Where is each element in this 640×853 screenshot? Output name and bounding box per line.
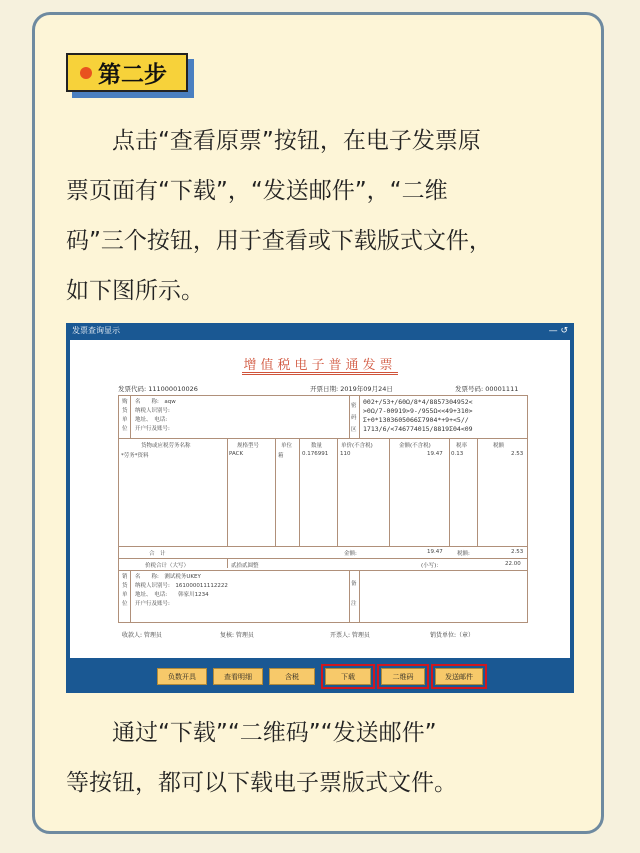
drawer: 开票人: 管理员 xyxy=(330,632,370,639)
window-controls[interactable]: — ↺ xyxy=(548,326,568,336)
window-titlebar xyxy=(66,323,574,339)
column-header: 数量 xyxy=(311,443,323,449)
outro-paragraph xyxy=(66,708,586,808)
qr-code-button[interactable]: 二维码 xyxy=(381,668,425,685)
column-header: 金额(不含税) xyxy=(399,443,431,449)
step-badge xyxy=(66,53,188,92)
tax-label: 税额: xyxy=(457,551,470,557)
invoice-date: 开票日期: 2019年09月24日 xyxy=(310,385,393,393)
column-header: 税额 xyxy=(493,443,505,449)
item-cell: PACK xyxy=(229,451,244,457)
seller-info: 名 称: 测试税务UKEY 纳税人识别号: 161000011112222 地址、 电话: 韩家川1234 开户行及账号: xyxy=(135,574,228,607)
title-underline xyxy=(242,372,398,373)
tax-included-button[interactable]: 含税 xyxy=(269,668,315,685)
intro-line: 码”三个按钮，用于查看或下载版式文件， xyxy=(66,228,492,254)
invoice-code: 发票代码: 111000010026 xyxy=(118,385,198,393)
remark-side-label: 备 注 xyxy=(351,581,357,607)
intro-line: 点击“查看原票”按钮，在电子发票原 xyxy=(112,128,481,154)
column-header: 单位 xyxy=(281,443,293,449)
column-header: 单价(不含税) xyxy=(341,443,373,449)
intro-paragraph xyxy=(66,116,586,316)
invoice-sheet xyxy=(70,340,570,658)
cipher-text: 002+/53+/60Ω/8*4/8857304952< >0Ω/7-00919>9-/955Ω<<49+310> Σ+0*1303605066Σ7904*+9+<5// 1713/6/<746774015/8819Σ04<09 xyxy=(363,398,473,433)
bullet-dot-icon xyxy=(80,67,92,79)
invoice-title: 增值税电子普通发票 xyxy=(243,358,397,373)
column-header: 规格型号 xyxy=(237,443,260,449)
amount-label: 金额: xyxy=(344,551,357,557)
sum-words: 贰拾贰圆整 xyxy=(231,563,259,569)
sum-small-label: (小写)： xyxy=(421,563,442,569)
intro-line: 票页面有“下载”，“发送邮件”，“二维 xyxy=(66,178,448,204)
column-header: 税率 xyxy=(456,443,468,449)
outro-line: 通过“下载”“二维码”“发送邮件” xyxy=(112,720,437,746)
title-underline xyxy=(242,374,398,375)
outro-line: 等按钮，都可以下载电子票版式文件。 xyxy=(66,770,457,796)
intro-line: 如下图所示。 xyxy=(66,278,204,304)
item-cell: 0.176991 xyxy=(302,451,329,457)
seller-side-label: 销 货 单 位 xyxy=(122,574,128,607)
sum-label: 价税合计（大写） xyxy=(145,563,190,569)
amount-value: 19.47 xyxy=(427,549,443,555)
buyer-side-label: 购 货 单 位 xyxy=(122,399,128,432)
item-cell: 0.13 xyxy=(451,451,464,457)
invoice-window xyxy=(66,323,574,693)
item-cell: 2.53 xyxy=(511,451,524,457)
item-cell: 19.47 xyxy=(427,451,443,457)
reviewer: 复核: 管理员 xyxy=(220,632,254,639)
payee: 收款人: 管理员 xyxy=(122,632,162,639)
download-button[interactable]: 下载 xyxy=(325,668,371,685)
tax-value: 2.53 xyxy=(511,549,524,555)
buyer-info: 名 称: aqw 纳税人识别号: 地址、 电话: 开户行及账号: xyxy=(135,399,176,432)
item-cell: 箱 xyxy=(278,453,284,459)
invoice-button-bar xyxy=(66,660,574,693)
column-header: 货物或应税劳务名称 xyxy=(141,443,191,449)
seller-stamp: 销货单位:（章） xyxy=(430,632,475,639)
sum-small-value: 22.00 xyxy=(505,561,521,567)
send-email-button[interactable]: 发送邮件 xyxy=(435,668,483,685)
window-title: 发票查询显示 xyxy=(72,326,120,335)
item-cell: 110 xyxy=(340,451,351,457)
total-label: 合 计 xyxy=(149,551,166,557)
item-cell: *劳务*资料 xyxy=(121,453,149,459)
invoice-number: 发票号码: 00001111 xyxy=(455,385,519,393)
negative-invoice-button[interactable]: 负数开具 xyxy=(157,668,207,685)
cipher-side-label: 密 码 区 xyxy=(351,403,357,433)
invoice-grid xyxy=(118,395,528,623)
step-label: 第二步 xyxy=(98,62,167,88)
view-details-button[interactable]: 查看明细 xyxy=(213,668,263,685)
